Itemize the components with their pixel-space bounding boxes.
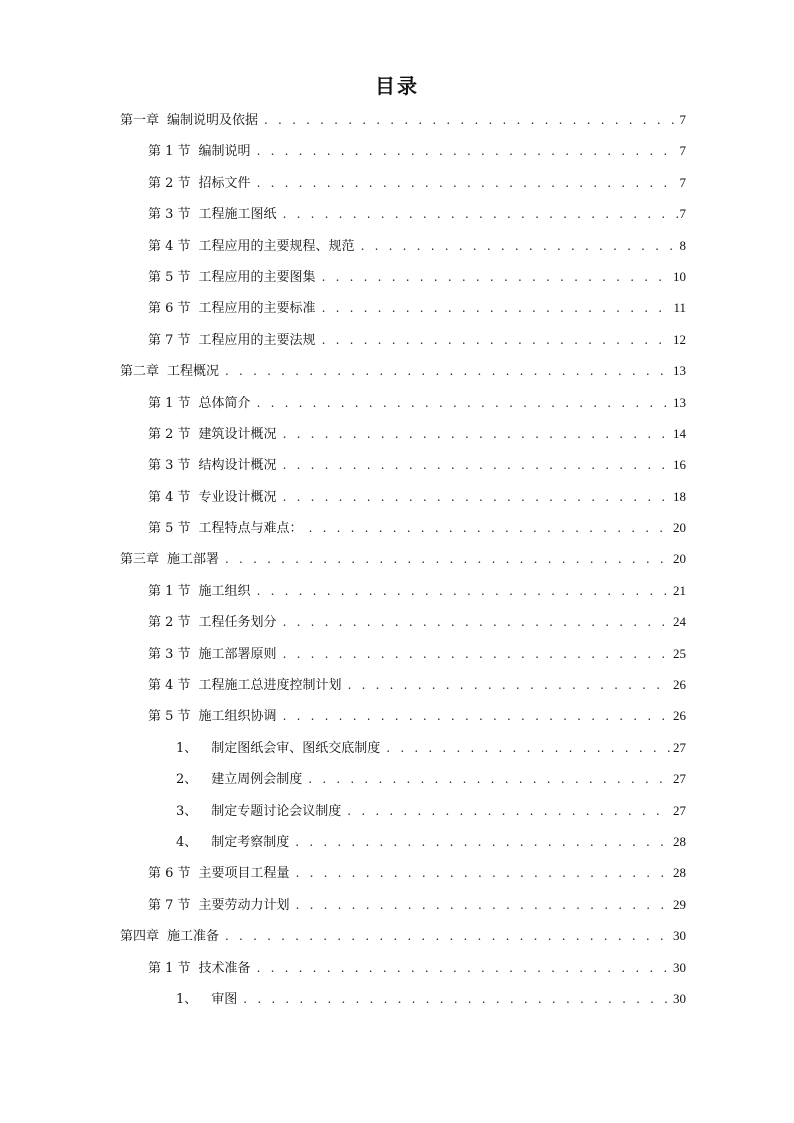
toc-entry-label	[148, 613, 283, 633]
toc-entry[interactable]	[120, 644, 686, 675]
toc-entry-number: 第 2 节	[148, 426, 191, 442]
toc-entry-number: 第 3 节	[148, 646, 191, 662]
toc-leader-dots	[386, 738, 671, 758]
toc-entry[interactable]	[120, 518, 686, 549]
toc-entry-number: 第四章	[120, 929, 160, 945]
toc-entry-label	[120, 362, 225, 382]
toc-entry-text: 专业设计概况	[198, 489, 277, 505]
toc-entry[interactable]	[120, 675, 686, 706]
toc-entry-page: 30	[673, 959, 686, 975]
toc-entry[interactable]	[120, 801, 686, 832]
toc-leader-dots	[283, 455, 671, 475]
toc-leader-dots	[243, 989, 671, 1009]
toc-entry[interactable]	[120, 958, 686, 989]
toc-leader-dots	[283, 612, 671, 632]
toc-entry-text: 编制说明及依据	[167, 113, 259, 128]
toc-entry-page: 7	[679, 174, 686, 190]
toc-entry-text: 建立周例会制度	[211, 772, 303, 788]
toc-entry-text: 施工部署	[167, 552, 220, 568]
toc-entry-text: 结构设计概况	[198, 458, 277, 474]
toc-entry-label	[148, 864, 296, 884]
toc-entry-label	[148, 456, 283, 476]
toc-leader-dots	[322, 267, 671, 287]
toc-entry[interactable]	[120, 895, 686, 926]
toc-entry-page: 24	[673, 614, 686, 630]
toc-entry-label	[148, 299, 322, 319]
toc-entry[interactable]	[120, 330, 686, 361]
toc-entry-page: 11	[673, 300, 686, 316]
toc-entry-number: 第 6 节	[148, 866, 191, 882]
toc-entry-text: 工程施工总进度控制计划	[198, 678, 342, 694]
toc-entry-text: 工程施工图纸	[198, 207, 277, 223]
toc-leader-dots	[308, 769, 671, 789]
toc-entry-page: 7	[679, 206, 686, 222]
toc-entry-text: 制定专题讨论会议制度	[211, 803, 342, 819]
toc-entry-number: 第 6 节	[148, 301, 191, 317]
toc-entry[interactable]	[120, 110, 686, 141]
toc-entry-page: 30	[673, 990, 686, 1006]
toc-entry-page: 18	[673, 488, 686, 504]
toc-entry-number: 第 1 节	[148, 583, 191, 599]
toc-entry-number: 第 2 节	[148, 175, 191, 191]
toc-entry-text: 制定图纸会审、图纸交底制度	[211, 740, 381, 756]
toc-entry-label	[148, 174, 257, 194]
toc-entry-label	[148, 676, 348, 696]
toc-entry-label	[176, 802, 347, 822]
toc-entry-label	[176, 833, 295, 853]
toc-leader-dots	[257, 581, 671, 601]
toc-entry-page: 30	[673, 928, 686, 944]
toc-entry-label	[148, 519, 309, 539]
toc-entry-number: 第 1 节	[148, 395, 191, 411]
toc-leader-dots	[257, 393, 671, 413]
toc-entry-number: 1、	[176, 740, 198, 756]
toc-entry-label	[148, 582, 257, 602]
toc-entry-label	[148, 707, 283, 727]
toc-entry-text: 工程应用的主要图集	[198, 269, 316, 285]
toc-leader-dots	[283, 424, 671, 444]
toc-entry-text: 施工组织	[198, 583, 251, 599]
toc-entry-label	[176, 990, 243, 1010]
toc-entry[interactable]	[120, 832, 686, 863]
toc-entry-page: 27	[673, 802, 686, 818]
toc-entry-page: 7	[679, 143, 686, 159]
toc-entry-page: 8	[679, 237, 686, 253]
toc-entry-text: 编制说明	[198, 144, 251, 160]
toc-entry-number: 1、	[176, 991, 198, 1007]
toc-entry-label	[148, 268, 322, 288]
toc-leader-dots	[296, 895, 671, 915]
toc-entry-text: 招标文件	[198, 175, 251, 191]
toc-entry-label	[176, 770, 308, 790]
toc-leader-dots	[322, 330, 671, 350]
toc-entry[interactable]	[120, 706, 686, 737]
toc-entry-number: 第 4 节	[148, 238, 191, 254]
toc-entry[interactable]	[120, 989, 686, 1020]
toc-entry[interactable]	[120, 173, 686, 204]
toc-entry-label	[148, 425, 283, 445]
toc-entry-text: 工程应用的主要规程、规范	[198, 238, 355, 254]
toc-entry-number: 第 7 节	[148, 897, 191, 913]
toc-entry-text: 工程概况	[167, 364, 220, 380]
toc-entry-text: 制定考察制度	[211, 834, 290, 850]
toc-entry[interactable]	[120, 361, 686, 392]
toc-entry-label	[148, 237, 361, 257]
toc-entry-text: 审图	[211, 991, 238, 1007]
toc-entry[interactable]	[120, 141, 686, 172]
toc-leader-dots	[257, 173, 678, 193]
toc-leader-dots	[322, 298, 672, 318]
toc-entry[interactable]	[120, 455, 686, 486]
toc-entry-label	[148, 331, 322, 351]
toc-entry-label	[148, 394, 257, 414]
toc-leader-dots	[264, 110, 677, 130]
toc-entry-label	[120, 111, 264, 131]
toc-entry-number: 4、	[176, 834, 198, 850]
toc-leader-dots	[295, 832, 671, 852]
toc-leader-dots	[257, 141, 678, 161]
toc-entry-page: 12	[673, 331, 686, 347]
toc-entry-label	[120, 927, 225, 947]
toc-entry-text: 主要项目工程量	[198, 866, 290, 882]
toc-entry-text: 建筑设计概况	[198, 426, 277, 442]
toc-entry-text: 总体简介	[198, 395, 251, 411]
toc-entry-number: 第 5 节	[148, 269, 191, 285]
toc-leader-dots	[225, 549, 671, 569]
toc-entry-text: 工程应用的主要标准	[198, 301, 316, 317]
toc-entry-page: 7	[679, 112, 686, 127]
toc-entry[interactable]	[120, 487, 686, 518]
toc-leader-dots	[296, 863, 671, 883]
toc-entry-number: 第 5 节	[148, 709, 191, 725]
toc-entry-number: 第 3 节	[148, 207, 191, 223]
toc-entry-label	[120, 550, 225, 570]
toc-entry-number: 第 5 节	[148, 521, 191, 537]
toc-entry-number: 第 1 节	[148, 960, 191, 976]
toc-entry-page: 29	[673, 896, 686, 912]
toc-leader-dots	[225, 361, 671, 381]
toc-entry-number: 第 4 节	[148, 489, 191, 505]
toc-leader-dots	[283, 487, 671, 507]
toc-entry-text: 施工组织协调	[198, 709, 277, 725]
toc-entry-text: 工程任务划分	[198, 615, 277, 631]
toc-leader-dots	[283, 706, 671, 726]
toc-entry[interactable]	[120, 549, 686, 580]
toc-entry[interactable]	[120, 424, 686, 455]
toc-entry-page: 13	[673, 363, 686, 379]
toc-entry-number: 第二章	[120, 364, 160, 380]
toc-entry-text: 工程特点与难点：	[198, 521, 303, 537]
toc-entry-text: 技术准备	[198, 960, 251, 976]
toc-leader-dots	[283, 644, 671, 664]
toc-entry-number: 第 4 节	[148, 678, 191, 694]
toc-entry-label	[148, 959, 257, 979]
toc-entry-number: 第 7 节	[148, 332, 191, 348]
toc-entry[interactable]	[120, 612, 686, 643]
toc-entry-page: 25	[673, 645, 686, 661]
toc-entry-label	[176, 739, 386, 759]
toc-entry-page: 20	[673, 520, 686, 536]
toc-title: 目录	[375, 74, 419, 98]
toc-entry-number: 第三章	[120, 552, 160, 568]
toc-entry-label	[148, 205, 283, 225]
toc-entry-text: 工程应用的主要法规	[198, 332, 316, 348]
toc-leader-dots	[257, 958, 671, 978]
toc-entry-number: 第 2 节	[148, 615, 191, 631]
toc-entry-page: 20	[673, 551, 686, 567]
toc-entry-page: 21	[673, 582, 686, 598]
toc-entry-page: 26	[673, 677, 686, 693]
toc-leader-dots	[225, 926, 671, 946]
toc-entry-text: 主要劳动力计划	[198, 897, 290, 913]
toc-entry[interactable]	[120, 204, 686, 235]
toc-entry[interactable]	[120, 581, 686, 612]
toc-entry-page: 28	[673, 865, 686, 881]
toc-entry-label	[148, 645, 283, 665]
toc-entry-text: 施工准备	[167, 929, 220, 945]
toc-entry-page: 10	[673, 268, 686, 284]
toc-entry-page: 16	[673, 457, 686, 473]
toc-entry-page: 27	[673, 739, 686, 755]
toc-leader-dots	[348, 675, 671, 695]
toc-leader-dots	[347, 801, 671, 821]
toc-entry[interactable]	[120, 393, 686, 424]
toc-entry[interactable]	[120, 769, 686, 800]
toc-entry[interactable]	[120, 236, 686, 267]
toc-entry[interactable]	[120, 926, 686, 957]
toc-entry[interactable]	[120, 738, 686, 769]
toc-entry[interactable]	[120, 863, 686, 894]
toc-entry-page: 13	[673, 394, 686, 410]
toc-entry-number: 3、	[176, 803, 198, 819]
toc-entry-page: 26	[673, 708, 686, 724]
toc-entry-label	[148, 142, 257, 162]
toc-entry-label	[148, 896, 296, 916]
toc-leader-dots	[309, 518, 671, 538]
toc-entry-page: 28	[673, 833, 686, 849]
toc-leader-dots	[361, 236, 678, 256]
toc-entry-number: 2、	[176, 772, 198, 788]
table-of-contents	[120, 110, 686, 1020]
toc-entry-number: 第 3 节	[148, 458, 191, 474]
toc-entry-text: 施工部署原则	[198, 646, 277, 662]
toc-leader-dots	[283, 204, 678, 224]
toc-entry-page: 14	[673, 425, 686, 441]
toc-entry[interactable]	[120, 298, 686, 329]
toc-entry[interactable]	[120, 267, 686, 298]
toc-entry-number: 第 1 节	[148, 144, 191, 160]
toc-entry-page: 27	[673, 771, 686, 787]
toc-entry-label	[148, 488, 283, 508]
toc-entry-number: 第一章	[120, 113, 160, 128]
